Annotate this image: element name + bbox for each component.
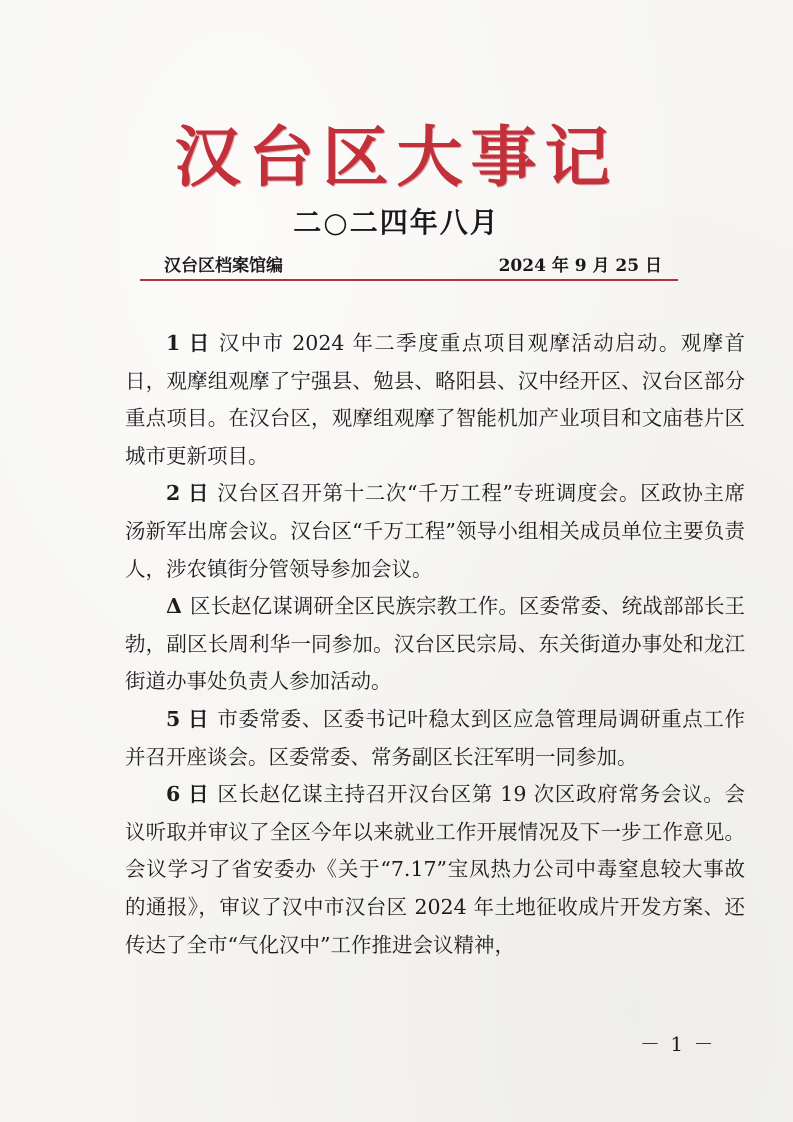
entry-text: 区长赵亿谋调研全区民族宗教工作。区委常委、统战部部长王勃，副区长周利华一同参加。汉台区民宗局、东关街道办事处和龙江街道办事处负责人参加活动。 — [125, 594, 745, 694]
entry-paragraph — [125, 475, 745, 588]
entry-paragraph — [125, 701, 745, 776]
entry-text: 汉台区召开第十二次“千万工程”专班调度会。区政协主席汤新军出席会议。汉台区“千万工程”领导小组相关成员单位主要负责人，涉农镇街分管领导参加会议。 — [125, 481, 745, 581]
page-number: － 1 － — [640, 1032, 716, 1056]
entry-day: 1 日 — [166, 331, 211, 355]
entry-paragraph — [125, 776, 745, 964]
document-month: 二○二四年八月 — [293, 206, 500, 239]
entry-day: 2 日 — [166, 481, 210, 506]
editor-label: 汉台区档案馆编 — [164, 256, 283, 276]
entry-text: 区长赵亿谋主持召开汉台区第 19 次区政府常务会议。会议听取并审议了全区今年以来就业工作开展情况及下一步工作意见。会议学习了省安委办《关于“7.17”宝凤热力公司中毒窒息较大事故的通报》，审议了汉中市汉台区 2024 年土地征收成片开发方案、还传达了全市“气化汉中”工作推进会议精神， — [125, 782, 745, 957]
entry-paragraph — [125, 588, 745, 701]
entry-text: 汉中市 2024 年二季度重点项目观摩活动启动。观摩首日，观摩组观摩了宁强县、勉县、略阳县、汉中经开区、汉台区部分重点项目。在汉台区，观摩组观摩了智能机加产业项目和文庙巷片区城市更新项目。 — [125, 331, 745, 468]
entry-paragraph — [125, 325, 745, 475]
entries-body — [125, 325, 745, 964]
entry-text: 市委常委、区委书记叶稳太到区应急管理局调研重点工作并召开座谈会。区委常委、常务副区长汪军明一同参加。 — [125, 706, 746, 769]
header-divider — [140, 279, 678, 281]
meta-row — [140, 254, 678, 280]
issue-date: 2024 年 9 月 25 日 — [498, 256, 662, 276]
entry-day: 5 日 — [166, 706, 210, 731]
entry-marker: Δ — [166, 594, 182, 619]
entry-day: 6 日 — [166, 782, 210, 807]
document-title: 汉台区大事记 — [174, 119, 619, 196]
